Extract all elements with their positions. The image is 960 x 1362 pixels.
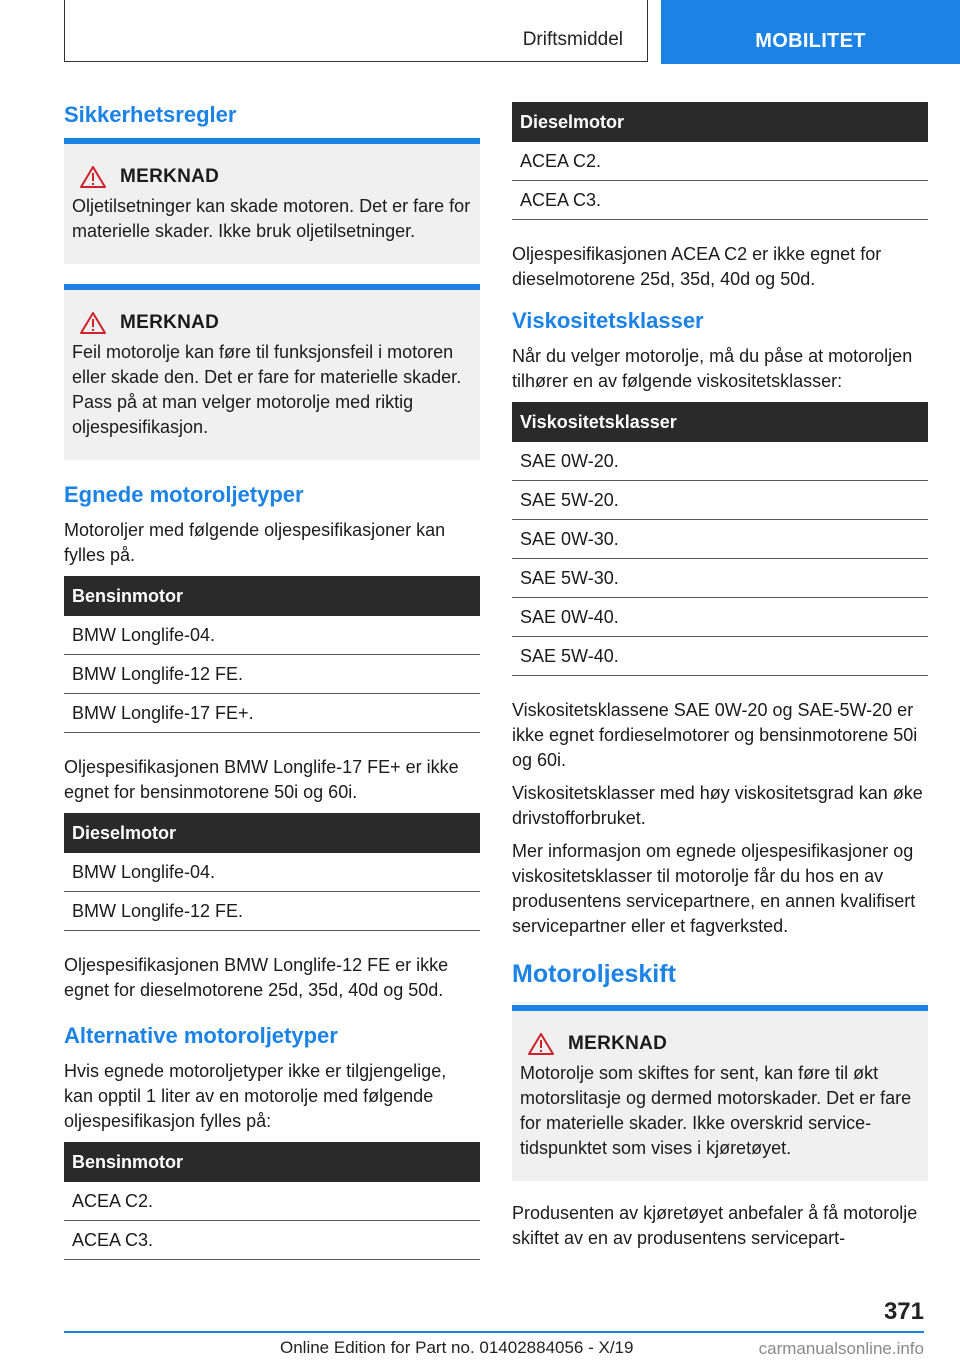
right-column [512, 100, 928, 1259]
notice-label: MERKNAD [120, 312, 220, 333]
notice-text: Feil motorolje kan føre til funksjonsfeil i motoren eller skade den. Det er fare for materielle skader. Pass på at man velger motorolje med riktig oljespesifikasjon. [72, 342, 462, 437]
notice-box [64, 284, 480, 460]
notice-label: MERKNAD [568, 1033, 668, 1054]
table-cell: SAE 0W-20. [512, 442, 928, 481]
approved-intro: Motoroljer med følgende oljespesifikasjoner kan fylles på. [64, 520, 446, 565]
page-number: 371 [883, 1298, 924, 1325]
petrol-note: Oljespesifikasjonen BMW Longlife-17 FE+ er ikke egnet for bensinmotorene 50i og 60i. [64, 757, 459, 802]
spec-table-alt-petrol [64, 1142, 480, 1260]
notice-label: MERKNAD [120, 166, 220, 187]
spec-table-alt-diesel [512, 102, 928, 220]
table-cell: SAE 5W-20. [512, 481, 928, 520]
watermark-text: carmanualsonline.info [758, 1339, 924, 1358]
edition-text: Online Edition for Part no. 01402884056 - X/19 [280, 1338, 634, 1357]
warning-icon [80, 166, 106, 188]
table-row [64, 1221, 480, 1260]
page-header [0, 0, 960, 66]
table-row [512, 142, 928, 181]
table-cell: BMW Longlife-04. [64, 853, 480, 892]
alt-diesel-note: Oljespesifikasjonen ACEA C2 er ikke egnet for dieselmotorene 25d, 35d, 40d og 50d. [512, 244, 882, 289]
left-column [64, 100, 480, 1282]
table-header: Bensinmotor [64, 1142, 480, 1182]
table-cell: SAE 5W-40. [512, 637, 928, 676]
heading-alternative-oils: Alternative motoroljetyper [64, 1023, 338, 1048]
viscosity-note: Mer informasjon om egnede oljespesifikasjoner og viskositetsklasser til motorolje får du hos en av produsentens servicepartnere, en annen kvalifisert servicepartner eller et fagverksted. [512, 841, 916, 936]
header-section-title: Driftsmiddel [522, 29, 623, 50]
heading-viscosity: Viskositetsklasser [512, 308, 704, 333]
table-row [64, 616, 480, 655]
header-section-box [64, 0, 648, 62]
notice-box [512, 1005, 928, 1181]
table-cell: BMW Longlife-17 FE+. [64, 694, 480, 733]
header-chapter-tab: MOBILITET [661, 0, 960, 64]
table-header: Dieselmotor [512, 102, 928, 142]
table-header: Dieselmotor [64, 813, 480, 853]
table-row [64, 1182, 480, 1221]
table-row [512, 559, 928, 598]
table-cell: ACEA C3. [512, 181, 928, 220]
viscosity-intro: Når du velger motorolje, må du påse at motoroljen tilhører en av følgende viskositetsklasser: [512, 346, 913, 391]
diesel-note: Oljespesifikasjonen BMW Longlife-12 FE er ikke egnet for dieselmotorene 25d, 35d, 40d og 50d. [64, 955, 449, 1000]
table-row [512, 481, 928, 520]
table-row [512, 181, 928, 220]
warning-icon [80, 312, 106, 334]
table-row [64, 892, 480, 931]
notice-title [80, 166, 472, 188]
warning-icon [528, 1033, 554, 1055]
table-cell: ACEA C3. [64, 1221, 480, 1260]
notice-box [64, 138, 480, 264]
spec-table-diesel [64, 813, 480, 931]
table-cell: ACEA C2. [512, 142, 928, 181]
heading-safety-rules: Sikkerhetsregler [64, 102, 237, 127]
notice-title [528, 1033, 920, 1055]
spec-table-viscosity [512, 402, 928, 676]
table-cell: BMW Longlife-12 FE. [64, 655, 480, 694]
footer-divider [64, 1331, 924, 1333]
viscosity-note: Viskositetsklassene SAE 0W-20 og SAE-5W-20 er ikke egnet fordieselmotorer og bensinmotorene 50i og 60i. [512, 700, 918, 770]
heading-approved-oils: Egnede motoroljetyper [64, 482, 304, 507]
table-row [512, 598, 928, 637]
table-row [512, 637, 928, 676]
heading-oil-change: Motoroljeskift [512, 960, 676, 988]
table-row [64, 853, 480, 892]
viscosity-note: Viskositetsklasser med høy viskositetsgrad kan øke drivstofforbruket. [512, 783, 923, 828]
table-row [512, 442, 928, 481]
table-cell: BMW Longlife-12 FE. [64, 892, 480, 931]
table-cell: SAE 0W-30. [512, 520, 928, 559]
spec-table-petrol [64, 576, 480, 733]
alternative-intro: Hvis egnede motoroljetyper ikke er tilgjengelige, kan opptil 1 liter av en motorolje med følgende oljespesifikasjon fylles på: [64, 1061, 447, 1131]
table-row [512, 520, 928, 559]
table-cell: SAE 0W-40. [512, 598, 928, 637]
oil-change-text: Produsenten av kjøretøyet anbefaler å få motorolje skiftet av en av produsentens servicepart- [512, 1203, 918, 1248]
notice-text: Motorolje som skiftes for sent, kan føre til økt motorslitasje og dermed motorskader. Det er fare for materielle skader. Ikke overskrid service-tidspunktet som vises i kjøretøyet. [520, 1063, 912, 1158]
notice-text: Oljetilsetninger kan skade motoren. Det er fare for materielle skader. Ikke bruk oljetilsetninger. [72, 196, 471, 241]
table-header: Bensinmotor [64, 576, 480, 616]
table-cell: BMW Longlife-04. [64, 616, 480, 655]
notice-title [80, 312, 472, 334]
table-cell: SAE 5W-30. [512, 559, 928, 598]
table-header: Viskositetsklasser [512, 402, 928, 442]
table-cell: ACEA C2. [64, 1182, 480, 1221]
table-row [64, 694, 480, 733]
table-row [64, 655, 480, 694]
